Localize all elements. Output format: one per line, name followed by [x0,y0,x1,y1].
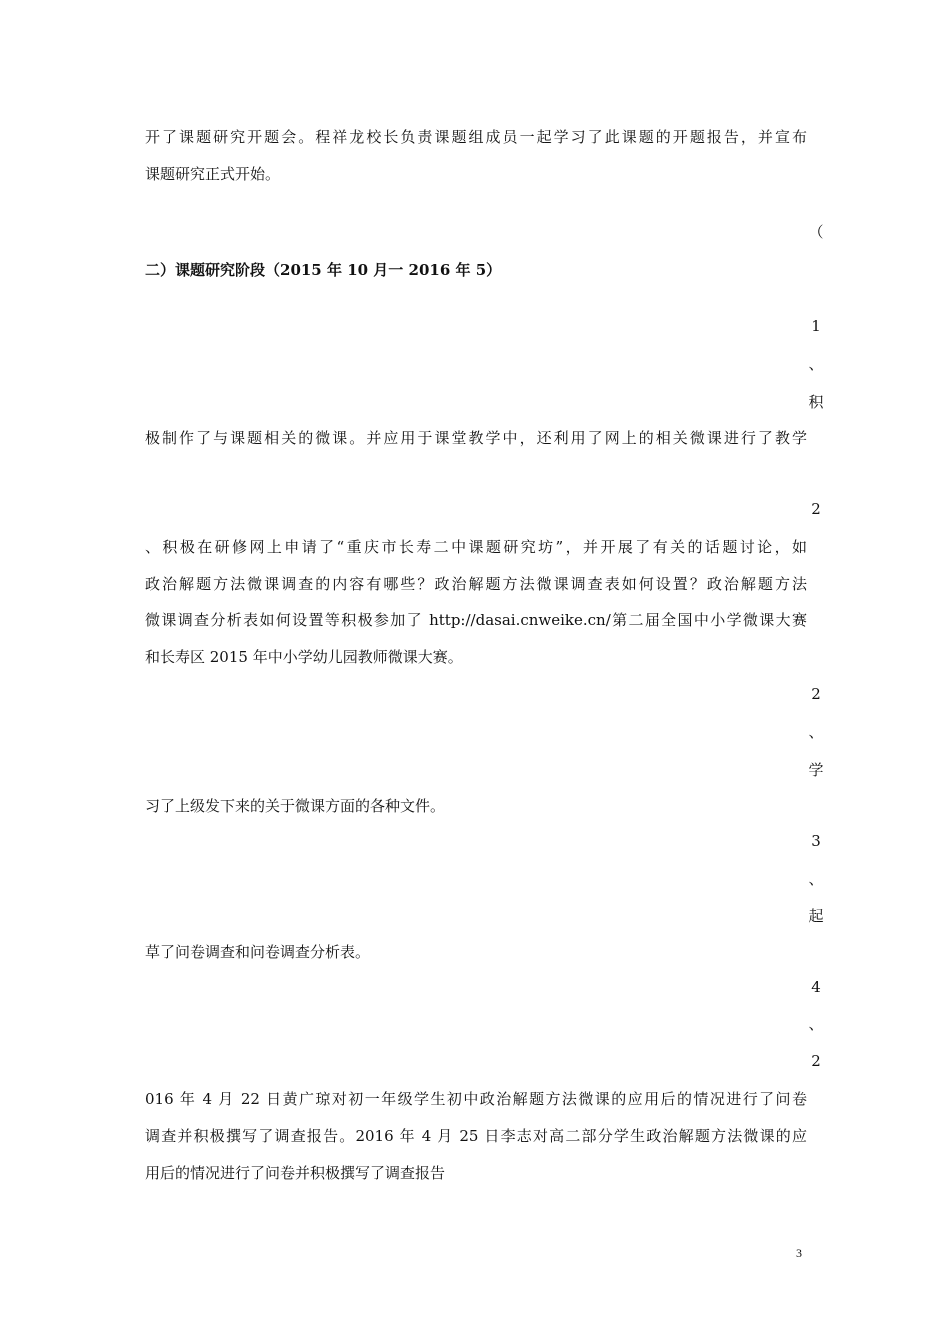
item4-marker-char: 2 [811,1052,821,1070]
item2b-marker-separator: 、 [808,723,824,741]
item4-marker-separator: 、 [808,1015,824,1033]
item2a-line-1: 、积极在研修网上申请了“重庆市长寿二中课题研究坊”，并开展了有关的话题讨论，如 [145,538,807,556]
item4-line-3: 用后的情况进行了问卷并积极撰写了调查报告 [145,1164,446,1182]
item3-text: 草了问卷调查和问卷调查分析表。 [145,943,371,961]
item3-marker-char: 起 [808,907,824,925]
item4-line-2: 调查并积极撰写了调查报告。2016 年 4 月 25 日李志对高二部分学生政治解题方法微课的应 [145,1127,807,1145]
section-open-paren: （ [808,223,824,241]
item4-line-1: 016 年 4 月 22 日黄广琼对初一年级学生初中政治解题方法微课的应用后的情况进行了问卷 [145,1090,807,1108]
item2b-marker-char: 学 [808,761,824,779]
section-heading: 二）课题研究阶段（2015 年 10 月一 2016 年 5） [145,261,502,279]
item2a-line-4: 和长寿区 2015 年中小学幼儿园教师微课大赛。 [145,648,463,666]
item2a-line-3: 微课调查分析表如何设置等积极参加了 http://dasai.cnweike.cn/第二届全国中小学微课大赛 [145,611,807,629]
item2b-marker-number: 2 [811,685,821,703]
item1-marker-separator: 、 [808,355,824,373]
item4-marker-number: 4 [811,978,821,996]
item1-text: 极制作了与课题相关的微课。并应用于课堂教学中，还利用了网上的相关微课进行了教学 [145,429,807,447]
page-number: 3 [796,1246,802,1260]
intro-line-2: 课题研究正式开始。 [145,165,281,183]
item3-marker-separator: 、 [808,870,824,888]
item1-marker-number: 1 [811,317,821,335]
item2a-line-2: 政治解题方法微课调查的内容有哪些？政治解题方法微课调查表如何设置？政治解题方法 [145,575,807,593]
item3-marker-number: 3 [811,832,821,850]
item2a-marker-number: 2 [811,500,821,518]
item2b-text: 习了上级发下来的关于微课方面的各种文件。 [145,797,446,815]
intro-line-1: 开了课题研究开题会。程祥龙校长负责课题组成员一起学习了此课题的开题报告，并宣布 [145,128,807,146]
item1-marker-char: 积 [808,393,824,411]
